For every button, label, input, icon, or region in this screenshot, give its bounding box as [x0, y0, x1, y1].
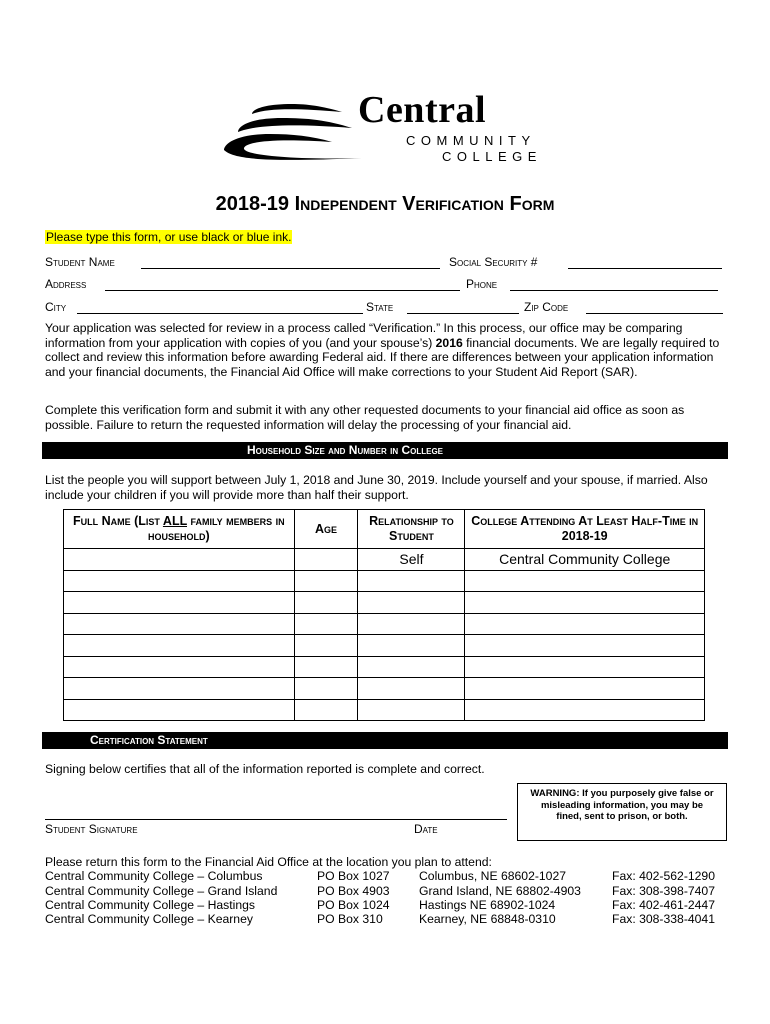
certification-statement: Signing below certifies that all of the information reported is complete and correct. [45, 762, 485, 776]
col-college-year: 2018-19 [561, 529, 608, 543]
return-intro: Please return this form to the Financial Aid Office at the location you plan to attend: [45, 855, 492, 869]
student-name-label: Student Name [45, 255, 115, 269]
col-full-name-a: Full Name (List [73, 514, 163, 528]
location-city: Hastings NE 68902-1024 [419, 898, 556, 912]
location-row [45, 869, 735, 884]
col-age: Age [294, 510, 358, 549]
location-city: Columbus, NE 68602-1027 [419, 869, 567, 883]
relationship-cell[interactable] [358, 613, 465, 635]
table-row [64, 656, 705, 678]
relationship-cell[interactable] [358, 699, 465, 721]
location-city: Grand Island, NE 68802-4903 [419, 884, 581, 898]
age-cell[interactable] [294, 549, 358, 571]
college-logo [222, 89, 552, 166]
warning-box [517, 783, 727, 841]
city-field[interactable] [77, 301, 363, 314]
signature-line[interactable] [45, 818, 507, 820]
location-row [45, 898, 735, 913]
zip-label: Zip Code [524, 300, 569, 314]
name-cell[interactable] [64, 592, 295, 614]
certification-heading [42, 732, 728, 749]
location-fax: Fax: 308-398-7407 [612, 884, 715, 898]
relationship-cell[interactable] [358, 570, 465, 592]
certification-heading-text: Certification Statement [90, 733, 208, 747]
col-college [465, 510, 705, 549]
location-city: Kearney, NE 68848-0310 [419, 912, 556, 926]
ink-instruction [45, 228, 292, 246]
location-box: PO Box 1024 [317, 898, 390, 912]
student-name-field[interactable] [141, 256, 440, 269]
household-instructions: List the people you will support between July 1, 2018 and June 30, 2019. Include yourself and your spouse, if married. Also include your children if you will provide more than half their support. [45, 473, 708, 502]
name-cell[interactable] [64, 613, 295, 635]
location-box: PO Box 1027 [317, 869, 390, 883]
intro-text-a: Your application was selected for review in a process called “Verification.” In this process, our office may be comparing information from your application with copies of you (and your spouse’s) [45, 321, 683, 350]
age-cell[interactable] [294, 592, 358, 614]
intro-year: 2016 [435, 335, 463, 350]
ink-instruction-text: Please type this form, or use black or blue ink. [46, 230, 292, 244]
col-full-name-all: ALL [162, 514, 187, 528]
intro-paragraph [45, 321, 730, 379]
name-cell[interactable] [64, 635, 295, 657]
location-box: PO Box 4903 [317, 884, 390, 898]
title-year: 2018-19 [215, 193, 290, 215]
location-fax: Fax: 308-338-4041 [612, 912, 715, 926]
college-cell[interactable]: Central Community College [465, 549, 705, 571]
col-relationship: Relationship to Student [358, 510, 465, 549]
college-cell[interactable] [465, 678, 705, 700]
college-cell[interactable] [465, 656, 705, 678]
relationship-cell[interactable] [358, 678, 465, 700]
warning-text: WARNING: If you purposely give false or misleading information, you may be fined, sent to prison, or both. [530, 788, 714, 822]
location-row [45, 884, 735, 899]
col-full-name-c: family members in household) [147, 514, 285, 543]
household-heading [42, 442, 728, 459]
age-cell[interactable] [294, 678, 358, 700]
age-cell[interactable] [294, 699, 358, 721]
complete-paragraph: Complete this verification form and submit it with any other requested documents to your financial aid office as soon as possible. Failure to return the requested information will delay the processing of your financial aid. [45, 403, 685, 432]
college-cell[interactable] [465, 613, 705, 635]
phone-label: Phone [466, 277, 498, 291]
name-cell[interactable] [64, 699, 295, 721]
location-campus: Central Community College – Kearney [45, 912, 253, 926]
college-cell[interactable] [465, 635, 705, 657]
college-cell[interactable] [465, 592, 705, 614]
age-cell[interactable] [294, 656, 358, 678]
address-label: Address [45, 277, 87, 291]
name-cell[interactable] [64, 549, 295, 571]
page-title [0, 193, 770, 216]
table-row [64, 699, 705, 721]
ssn-field[interactable] [568, 256, 722, 269]
intro-text-b: financial documents. We are legally required to collect and review this information before awarding Federal aid. If there are differences between your application information and your financial documents, the Financial Aid Office will make corrections to your Student Aid Report (SAR). [45, 335, 720, 379]
table-row [64, 678, 705, 700]
table-row [64, 549, 705, 571]
title-text: Independent Verification Form [294, 193, 555, 215]
age-cell[interactable] [294, 613, 358, 635]
table-row [64, 592, 705, 614]
age-cell[interactable] [294, 635, 358, 657]
location-campus: Central Community College – Grand Island [45, 884, 278, 898]
zip-field[interactable] [586, 301, 723, 314]
relationship-cell[interactable] [358, 635, 465, 657]
location-campus: Central Community College – Columbus [45, 869, 263, 883]
swoosh-logo-icon [222, 100, 362, 164]
col-full-name [64, 510, 295, 549]
table-row [64, 570, 705, 592]
relationship-cell[interactable] [358, 656, 465, 678]
address-field[interactable] [105, 278, 460, 291]
college-cell[interactable] [465, 699, 705, 721]
table-row [64, 635, 705, 657]
logo-line-college: COLLEGE [442, 149, 542, 164]
location-box: PO Box 310 [317, 912, 383, 926]
logo-line-community: COMMUNITY [406, 133, 536, 148]
household-heading-text: Household Size and Number in College [247, 443, 444, 457]
state-label: State [366, 300, 394, 314]
household-table-header [64, 510, 705, 549]
age-cell[interactable] [294, 570, 358, 592]
name-cell[interactable] [64, 678, 295, 700]
phone-field[interactable] [510, 278, 718, 291]
city-label: City [45, 300, 67, 314]
name-cell[interactable] [64, 656, 295, 678]
location-fax: Fax: 402-562-1290 [612, 869, 715, 883]
location-fax: Fax: 402-461-2447 [612, 898, 715, 912]
location-campus: Central Community College – Hastings [45, 898, 255, 912]
name-cell[interactable] [64, 570, 295, 592]
col-college-a: College Attending At Least Half-Time in [471, 514, 699, 528]
date-label: Date [414, 822, 438, 836]
logo-name: Central [358, 89, 487, 131]
state-field[interactable] [407, 301, 519, 314]
college-cell[interactable] [465, 570, 705, 592]
table-row [64, 613, 705, 635]
relationship-cell[interactable]: Self [358, 549, 465, 571]
relationship-cell[interactable] [358, 592, 465, 614]
signature-label: Student Signature [45, 822, 138, 836]
household-table [63, 509, 705, 721]
ssn-label: Social Security # [449, 255, 538, 269]
location-row [45, 912, 735, 927]
